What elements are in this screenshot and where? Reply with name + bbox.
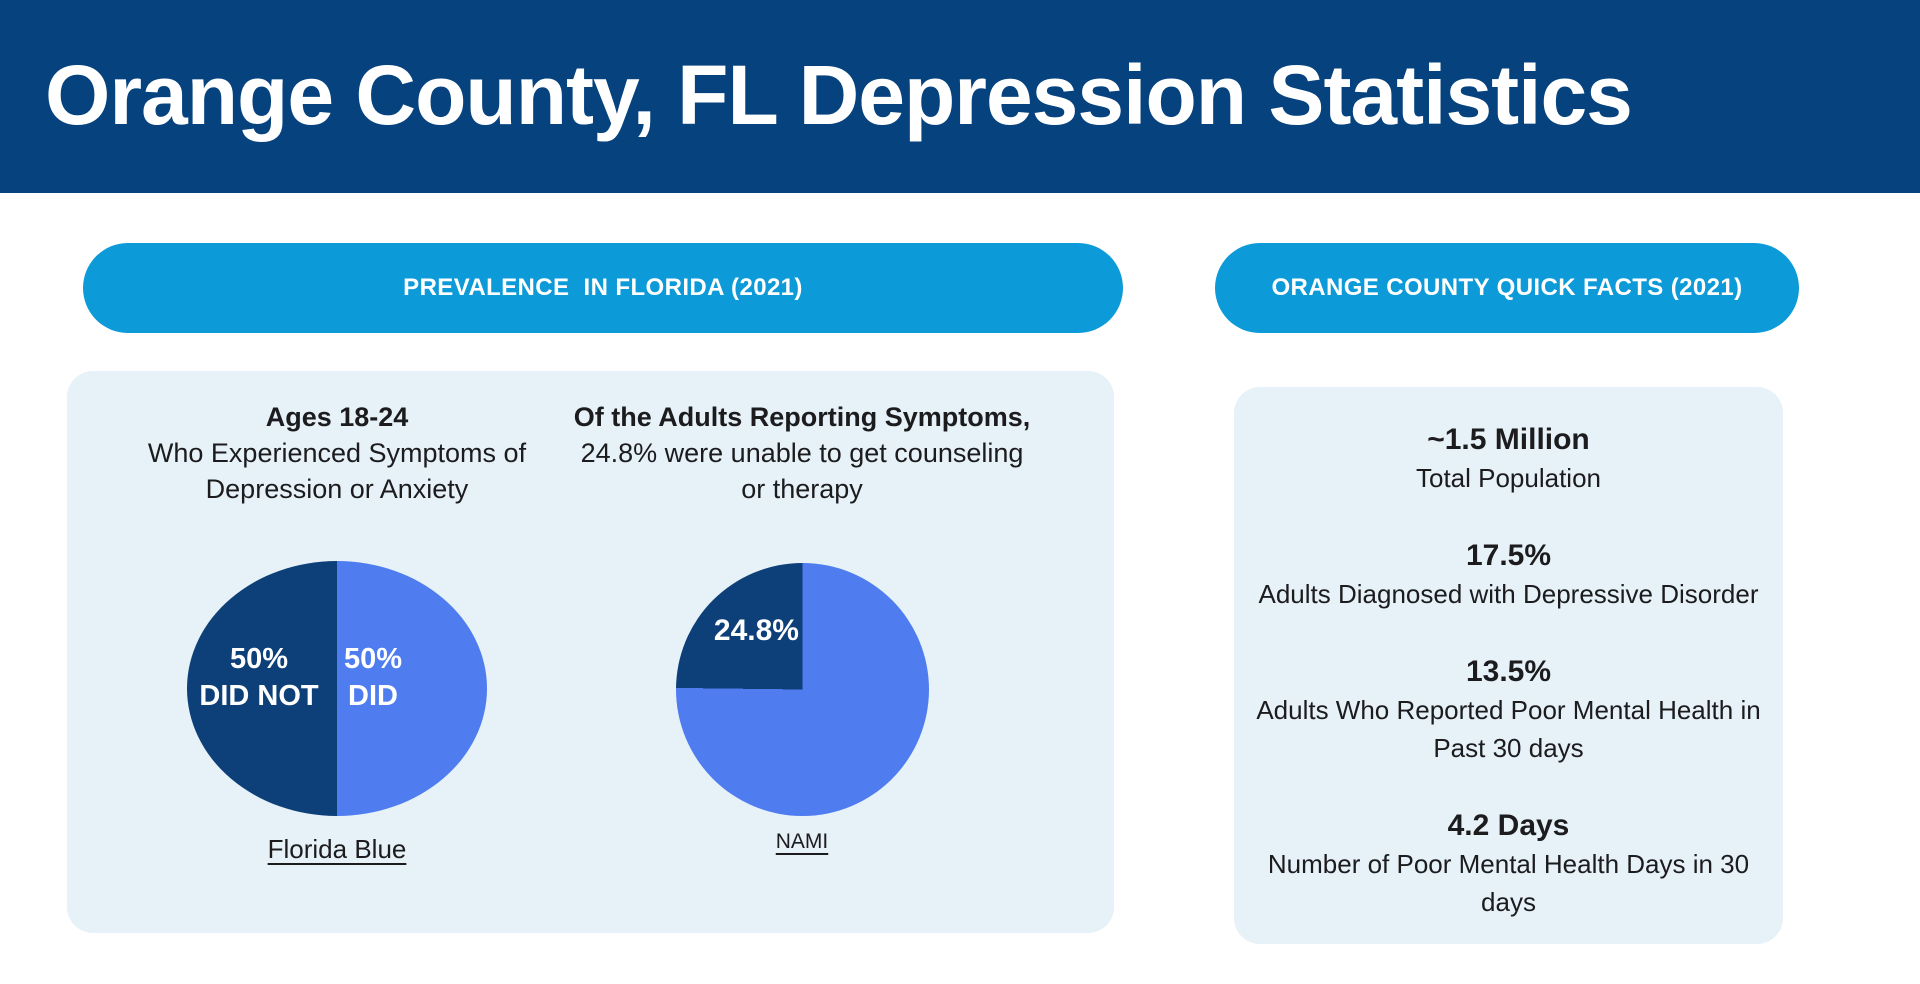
fact-label: Adults Who Reported Poor Mental Health in Past 30 days bbox=[1256, 695, 1761, 763]
fact-total-population bbox=[1248, 421, 1769, 497]
chart2-heading-bold: Of the Adults Reporting Symptoms, bbox=[573, 402, 1031, 432]
chart2-heading bbox=[567, 371, 1037, 507]
nami-source-link[interactable]: NAMI bbox=[775, 830, 829, 853]
fact-label: Adults Diagnosed with Depressive Disorder bbox=[1258, 579, 1759, 609]
fact-label: Number of Poor Mental Health Days in 30 days bbox=[1267, 849, 1750, 917]
ages-18-24-chart-block bbox=[97, 371, 577, 933]
prevalence-section-pill bbox=[83, 243, 1123, 333]
pie1-did-not-word: DID NOT bbox=[199, 680, 319, 713]
fact-depressive-disorder bbox=[1248, 537, 1769, 613]
fact-poor-mental-health bbox=[1248, 653, 1769, 767]
fact-value: 17.5% bbox=[1465, 539, 1552, 572]
fact-value: ~1.5 Million bbox=[1427, 423, 1590, 456]
pie-chart-counseling-access bbox=[676, 563, 929, 816]
fact-value: 4.2 Days bbox=[1447, 809, 1570, 842]
page-title: Orange County, FL Depression Statistics bbox=[45, 48, 1632, 142]
header-banner bbox=[0, 0, 1920, 193]
chart1-source-row bbox=[97, 816, 577, 865]
quick-facts-section-pill bbox=[1215, 243, 1799, 333]
pie-chart-ages-18-24 bbox=[187, 561, 487, 816]
pie1-did-pct: 50% bbox=[343, 643, 403, 676]
chart1-heading-line2: Who Experienced Symptoms of bbox=[147, 438, 527, 468]
fact-poor-mental-health-days bbox=[1248, 807, 1769, 921]
prevalence-card bbox=[67, 371, 1114, 933]
chart2-heading-line3: or therapy bbox=[741, 474, 863, 504]
pie1-did-not-pct: 50% bbox=[229, 643, 289, 676]
chart1-heading-bold: Ages 18-24 bbox=[265, 402, 409, 432]
fact-value: 13.5% bbox=[1465, 655, 1552, 688]
pie1-did-not-label bbox=[199, 641, 318, 715]
pie2-slice-label: 24.8% bbox=[713, 614, 799, 648]
chart2-heading-line2: 24.8% were unable to get counseling bbox=[580, 438, 1024, 468]
chart2-source-row bbox=[567, 816, 1037, 854]
quick-facts-card bbox=[1234, 387, 1783, 944]
pie1-did-label bbox=[344, 641, 402, 715]
prevalence-pill-label: PREVALENCE IN FLORIDA (2021) bbox=[403, 274, 803, 301]
chart1-heading bbox=[97, 371, 577, 507]
pie1-did-word: DID bbox=[348, 680, 398, 713]
fact-label: Total Population bbox=[1415, 463, 1602, 493]
florida-blue-source-link[interactable]: Florida Blue bbox=[267, 834, 407, 864]
counseling-chart-block bbox=[567, 371, 1037, 933]
quick-facts-pill-label: ORANGE COUNTY QUICK FACTS (2021) bbox=[1271, 274, 1743, 301]
chart1-heading-line3: Depression or Anxiety bbox=[205, 474, 469, 504]
